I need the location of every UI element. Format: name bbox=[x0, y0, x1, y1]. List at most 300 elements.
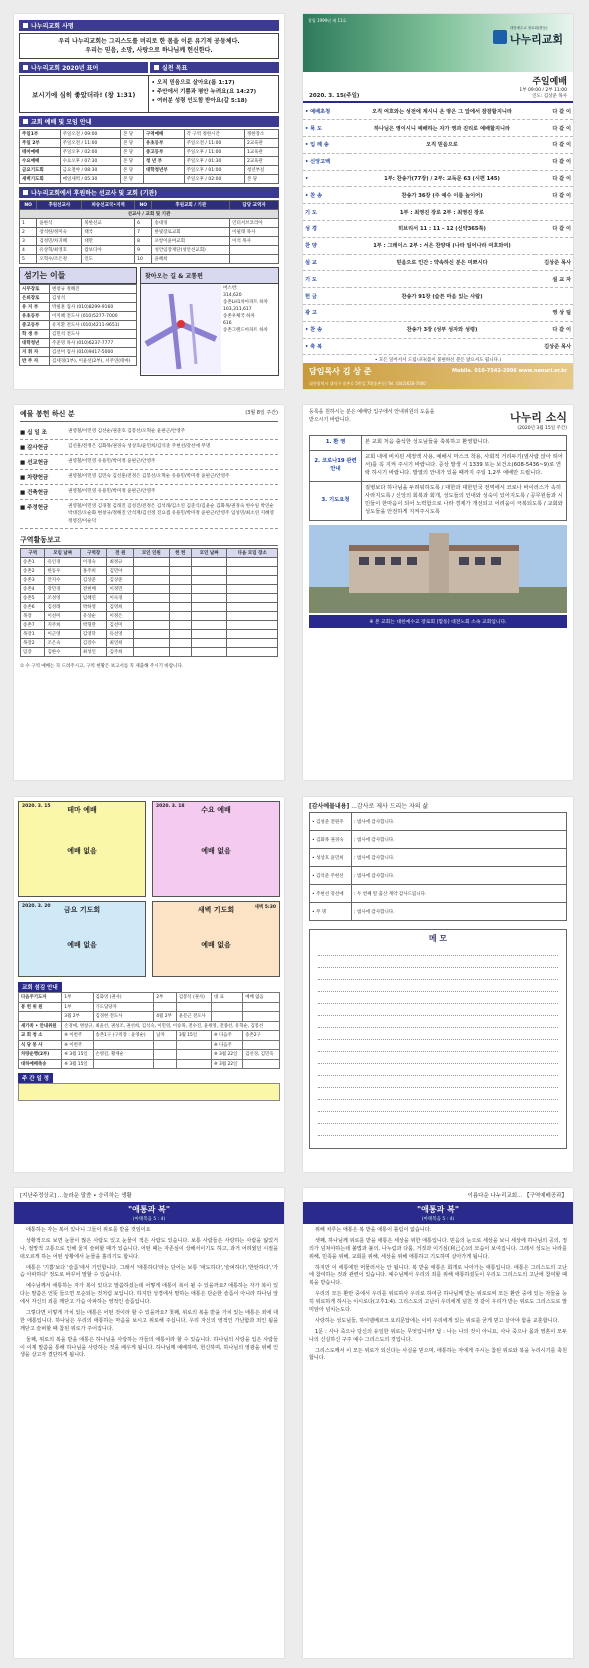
worship-cell bbox=[143, 175, 184, 184]
memo-line[interactable] bbox=[318, 968, 558, 980]
order-row bbox=[303, 137, 573, 154]
cell-value bbox=[227, 594, 278, 603]
ministry-value: 1부 bbox=[62, 1002, 93, 1012]
order-row bbox=[303, 187, 573, 204]
cell-value: 유선영 bbox=[107, 630, 134, 639]
cell-value: 박하영 bbox=[80, 603, 107, 612]
service-date: 2020. 3. 15(주일) bbox=[309, 93, 360, 99]
memo-title: 메 모 bbox=[428, 934, 448, 943]
bus-info bbox=[221, 284, 278, 375]
memo-line[interactable] bbox=[318, 1112, 558, 1124]
missions-col-header: 후원선교사 bbox=[37, 201, 82, 210]
page-2 bbox=[303, 14, 573, 389]
order-row bbox=[303, 204, 573, 221]
fri-prayer-box bbox=[18, 901, 146, 977]
worship-header: 교회 예배 및 모임 안내 bbox=[19, 116, 279, 127]
order-row bbox=[303, 221, 573, 238]
order-label: • bbox=[303, 170, 349, 187]
cell-value: 김선미 bbox=[107, 621, 134, 630]
missions-col-header: 파송선교국•지역 bbox=[82, 201, 135, 210]
order-person: 다 같 이 bbox=[535, 187, 573, 204]
offering-row bbox=[20, 425, 278, 440]
news-content: 질병보다 하나님을 두려워하도록 / 대한과 대한민국 전역에서 코로나 바이러스가 속히 사라지도록 / 신앙의 회복과 회개, 성도들의 인내와 성숙이 있어지도록 / 공무원들과 시민들이 한마음이 되어 노력함으로 나라 경제가 개선되고 어려움이 극복되도록 / 교회와 성도들을 안전하게 지켜주시도록 bbox=[362, 481, 567, 520]
cell-value: 이정민 bbox=[107, 585, 134, 594]
worship-row bbox=[20, 166, 279, 175]
service-title: 주일예배 bbox=[532, 77, 567, 87]
cell-value bbox=[169, 639, 192, 648]
cell-value: 김강수 bbox=[80, 639, 107, 648]
order-row bbox=[303, 170, 573, 187]
cell-value: 이정은 bbox=[107, 612, 134, 621]
page-5 bbox=[14, 797, 284, 1172]
memo-line[interactable] bbox=[318, 980, 558, 992]
memo-line[interactable] bbox=[318, 1028, 558, 1040]
cell-value: 김한수 bbox=[45, 648, 80, 657]
thanks-row bbox=[310, 849, 567, 867]
worship-cell: 본 당 bbox=[120, 157, 143, 166]
cell-value bbox=[227, 648, 278, 657]
memo-line[interactable] bbox=[318, 1016, 558, 1028]
thanks-name: • 성상호 윤민희 bbox=[310, 849, 352, 867]
order-person: 다 같 이 bbox=[535, 170, 573, 187]
ministry-value: 3월 15일 bbox=[176, 1031, 211, 1041]
missions-table bbox=[19, 200, 279, 264]
worship-cell: 주일1부 bbox=[20, 130, 61, 139]
pastor-name: 담임목사 김 상 준 bbox=[309, 367, 372, 376]
news-item bbox=[310, 481, 567, 520]
memo-line[interactable] bbox=[318, 1088, 558, 1100]
ministry-value: 송촌1구 (구역장 : 윤영순) bbox=[93, 1031, 154, 1041]
missions-row bbox=[20, 228, 279, 237]
ministry-value: 기도담당자 bbox=[93, 1002, 154, 1012]
order-content bbox=[349, 153, 535, 170]
missions-cell: 오혁수/조은정 bbox=[37, 255, 82, 264]
order-person: 다 같 이 bbox=[535, 153, 573, 170]
dawn-title: 새벽 기도회 bbox=[197, 906, 235, 914]
ministry-row bbox=[19, 1031, 280, 1041]
memo-line[interactable] bbox=[318, 1004, 558, 1016]
ministry-value: 예배 없음 bbox=[243, 993, 280, 1003]
cell-value bbox=[134, 612, 169, 621]
worship-order bbox=[303, 103, 573, 355]
cell-col-header: 모인 인원 bbox=[134, 549, 169, 558]
footer-banner bbox=[303, 363, 573, 389]
news-item bbox=[310, 436, 567, 451]
missions-col-header: 후원교회 / 기관 bbox=[152, 201, 230, 210]
worship-cell: 주일오후 / 11:00 bbox=[184, 148, 244, 157]
order-person bbox=[535, 204, 573, 221]
missions-row bbox=[20, 255, 279, 264]
order-label: • 찬 송 bbox=[303, 321, 349, 338]
memo-line[interactable] bbox=[318, 1052, 558, 1064]
page-7 bbox=[14, 1188, 284, 1658]
cell-value bbox=[134, 567, 169, 576]
worship-cell: 대학청년부 bbox=[143, 166, 184, 175]
cell-col-header: 다음 모임 장소 bbox=[227, 549, 278, 558]
staff-person: 유지환 전도사 (010)4211-9651) bbox=[50, 321, 137, 330]
staff-person: 변창규 정해진 bbox=[50, 285, 137, 294]
cell-value bbox=[227, 585, 278, 594]
thanks-name: • 김화목 권경숙 bbox=[310, 831, 352, 849]
offering-type: ■ 선교헌금 bbox=[20, 460, 49, 466]
body-paragraph: 사랑하는 성도님들, 하이델베르크 요리문답에는 이미 우리에게 있는 위로를 굳게 믿고 살아야 함을 교훈합니다. bbox=[315, 1317, 560, 1324]
theme-content: 예배 없음 bbox=[67, 847, 97, 855]
body-paragraph: 1문 : 사나 죽으나 당신의 유일한 위로는 무엇입니까? 답 : 나는 나의 것이 아니요, 사나 죽으나 몸과 영혼이 모두 나의 신실하신 구주 예수 그리스도의 것입니다. bbox=[309, 1328, 567, 1343]
ministry-value bbox=[93, 1040, 154, 1050]
ministry-value bbox=[154, 1040, 177, 1050]
ministry-value: ※ 다음주 bbox=[211, 1031, 242, 1041]
thanks-text: : 두 번째 딸 출산 계약 감사드립니다. bbox=[352, 885, 567, 903]
goal-item: • 오직 믿음으로 살아요(롬 1:17) bbox=[151, 80, 235, 86]
body-paragraph: 그렇다면 이렇게 가치 있는 애통은 어떤 것이라 할 수 있을까요? 첫째, 위로의 복을 받을 가치 있는 애통은 죄에 대한 애통입니다. 하나님은 우리의 애통하는 마음을 보시고 위로해 주십니다. 우리 자신의 영적인 가난함과 죄인 됨을 깨닫고 슬퍼할 때 참된 위로가 주어집니다. bbox=[20, 1310, 278, 1332]
order-content bbox=[349, 305, 535, 322]
page-8 bbox=[303, 1188, 573, 1658]
order-person bbox=[535, 237, 573, 254]
cell-row bbox=[21, 558, 278, 567]
cell-report-title: 구역활동보고 bbox=[20, 535, 278, 546]
study-title: "애통과 복" bbox=[303, 1202, 573, 1216]
cell-value: 이선미 bbox=[45, 612, 80, 621]
page-1 bbox=[14, 14, 284, 389]
thanks-text: : 범사에 감사합니다. bbox=[352, 831, 567, 849]
dawn-prayer-box bbox=[152, 901, 280, 977]
ministry-row bbox=[19, 993, 280, 1003]
cell-value: 목장2 bbox=[21, 639, 45, 648]
cell-value bbox=[192, 630, 227, 639]
worship-cell: 주일오후 / 01:00 bbox=[184, 166, 244, 175]
missions-row bbox=[20, 219, 279, 228]
missions-cell: 3 bbox=[20, 237, 37, 246]
news-label: 3. 기도요청 bbox=[310, 481, 362, 520]
order-content: 믿음으로 인간 : 약속하신 분은 미쁘시다 bbox=[349, 254, 535, 271]
thanks-name: • 주현선 강선애 bbox=[310, 885, 352, 903]
ministry-label: 봉 헌 위 원 bbox=[19, 1002, 62, 1012]
order-content: 1부 : 그레이스 2부 : 서은 찬양대 (나라 일어나라 여호와여) bbox=[349, 237, 535, 254]
cell-value: 조은숙 bbox=[45, 639, 80, 648]
sermon-scripture: (마태복음 5 : 4) bbox=[14, 1216, 284, 1224]
ministry-label: 대하예배축송 bbox=[19, 1059, 62, 1069]
cell-col-header: 헌 헌 bbox=[169, 549, 192, 558]
page-3 bbox=[14, 405, 284, 780]
missions-subheader: 선교사 / 교회 및 기관 bbox=[20, 210, 279, 219]
offering-type: ■ 차량헌금 bbox=[20, 475, 49, 481]
cell-col-header: 구역장 bbox=[80, 549, 107, 558]
body-paragraph: 애통은 '기쁨'보다 '슬픔'에서 기인합니다. 그래서 '애통하다'라는 단어는 보통 '애도하다','슬퍼하다','한탄하다','가슴 아파하다' 정도로 바꾸어 말할 수 있습니다. bbox=[20, 1264, 278, 1279]
cell-value bbox=[134, 576, 169, 585]
cell-value bbox=[192, 594, 227, 603]
order-person: 김상준 목사 bbox=[535, 338, 573, 355]
cell-row bbox=[21, 639, 278, 648]
worship-cell: 주일오후 / 01:30 bbox=[184, 157, 244, 166]
body-paragraph: 위해 치루는 애통은 복 받을 애통이 틀림이 없습니다. bbox=[315, 1227, 432, 1233]
worship-cell: 중고등부 bbox=[143, 148, 184, 157]
page-6 bbox=[303, 797, 573, 1172]
ministry-value: 대 표 bbox=[211, 993, 242, 1003]
header-banner bbox=[303, 14, 573, 72]
cell-row bbox=[21, 648, 278, 657]
ministry-value bbox=[154, 1002, 177, 1012]
dawn-content: 예배 없음 bbox=[201, 941, 231, 949]
cell-value: 강민경 bbox=[45, 585, 80, 594]
missions-cell: 8 bbox=[135, 237, 152, 246]
order-row bbox=[303, 120, 573, 137]
sermon-body bbox=[14, 1224, 284, 1366]
cell-row bbox=[21, 576, 278, 585]
cell-value: 전현배 bbox=[80, 585, 107, 594]
cell-value bbox=[227, 558, 278, 567]
staff-role: 시무장로 bbox=[20, 285, 50, 294]
memo-line[interactable] bbox=[318, 992, 558, 1004]
map-image bbox=[141, 284, 221, 374]
cell-value: 이근영 bbox=[45, 630, 80, 639]
fri-content: 예배 없음 bbox=[67, 941, 97, 949]
order-label: 헌 금 bbox=[303, 288, 349, 305]
fri-date: 2020. 3. 20 bbox=[22, 904, 51, 909]
order-label: 광 고 bbox=[303, 305, 349, 322]
cell-value: 송촌4 bbox=[21, 585, 45, 594]
body-paragraph: 예수님께서 애통하는 자가 복이 있다고 말씀하셨는데 어떻게 애통이 복이 될 수 있을까요? 애통하는 자가 복이 있다는 말씀은 언뜻 들으면 모순되는 것처럼 보입니다. 하지만 성경에서 말하는 애통은 단순한 슬픔이 아니라 하나님 앞에서 자신의 죄를 깨닫고 가슴 아파하는 영적인 슬픔입니다. bbox=[20, 1283, 278, 1306]
cell-value bbox=[227, 576, 278, 585]
missions-cell: 6 bbox=[135, 219, 152, 228]
wed-title: 수요 예배 bbox=[201, 806, 231, 814]
missions-cell: 이석 목사 bbox=[230, 237, 279, 246]
cell-row bbox=[21, 612, 278, 621]
missions-cell: 윤혜희 bbox=[152, 255, 230, 264]
order-label: • 예배초청 bbox=[303, 103, 349, 120]
staff-role: 지 휘 자 bbox=[20, 348, 50, 357]
order-label: • 묵 도 bbox=[303, 120, 349, 137]
cell-value bbox=[169, 648, 192, 657]
worship-cell: 청 년 부 bbox=[143, 157, 184, 166]
ministry-value: 3월 2부 bbox=[62, 1012, 93, 1022]
sermon-title: "애통과 복" bbox=[14, 1202, 284, 1216]
staff-row bbox=[20, 357, 137, 366]
ministry-title: 교회 섬김 안내 bbox=[18, 982, 62, 992]
staff-role: 학 생 부 bbox=[20, 330, 50, 339]
news-table bbox=[309, 435, 567, 521]
offering-row bbox=[20, 440, 278, 455]
cell-value bbox=[169, 585, 192, 594]
thanks-text: : 범사에 감사합니다. bbox=[352, 849, 567, 867]
order-content bbox=[349, 271, 535, 288]
memo-line[interactable] bbox=[318, 1076, 558, 1088]
order-row bbox=[303, 254, 573, 271]
bus-line: 314,620 bbox=[223, 292, 242, 298]
cell-row bbox=[21, 567, 278, 576]
order-label: • 신앙고백 bbox=[303, 153, 349, 170]
order-label: • 찬 송 bbox=[303, 187, 349, 204]
cell-value: 김성래 bbox=[45, 603, 80, 612]
staff-role: 은퇴장로 bbox=[20, 294, 50, 303]
order-content: 찬송가 3장 (성부 성자와 성령) bbox=[349, 321, 535, 338]
offering-type: ■ 건축헌금 bbox=[20, 490, 49, 496]
order-content: 1부: 찬송가(77장) / 2부: 교독문 63 (시편 145) bbox=[349, 170, 535, 187]
order-content: 찬송가 36장 (주 예수 이름 높이어) bbox=[349, 187, 535, 204]
body-paragraph: 애통하는 자는 복이 있나니 그들이 위로를 받을 것임이요 bbox=[26, 1227, 151, 1233]
weekly-schedule-title: 주 간 일 정 bbox=[18, 1073, 53, 1083]
order-person: 다 같 이 bbox=[535, 321, 573, 338]
mission-line: 우리 나누리교회는 그리스도를 머리로 한 몸을 이룬 유기적 공동체다. bbox=[58, 38, 240, 45]
staff-person: 김세경(1부), 이윤선(2부), 서주연(테마) bbox=[50, 357, 137, 366]
offering-type: ■ 감사헌금 bbox=[20, 445, 49, 451]
cell-value bbox=[227, 567, 278, 576]
order-content: 오직 여호와는 성전에 계시니 온 땅은 그 앞에서 잠잠할지니라 bbox=[349, 103, 535, 120]
ministry-label: 새가족 • 안내위원 bbox=[19, 1021, 62, 1031]
cell-value: 송촌5 bbox=[21, 594, 45, 603]
memo-line[interactable] bbox=[318, 1124, 558, 1136]
order-person: 다 같 이 bbox=[535, 137, 573, 154]
order-person: 영 상 팀 bbox=[535, 305, 573, 322]
ministry-value: ※ 3월 22일 bbox=[211, 1050, 242, 1060]
worship-row bbox=[20, 157, 279, 166]
bus-line: 616 bbox=[223, 320, 232, 326]
memo-line[interactable] bbox=[318, 1040, 558, 1052]
staff-role: 중고등부 bbox=[20, 321, 50, 330]
cell-value bbox=[169, 594, 192, 603]
worship-cell: 구역예배 bbox=[143, 130, 184, 139]
cell-value: 김영학 bbox=[80, 630, 107, 639]
cell-col-header: 모인 날짜 bbox=[192, 549, 227, 558]
ministry-label: 차량운행(2부) bbox=[19, 1050, 62, 1060]
order-content: 하나님은 영이시니 예배하는 자가 영과 진리로 예배할지니라 bbox=[349, 120, 535, 137]
order-row bbox=[303, 338, 573, 355]
missions-cell: 캄보디아 bbox=[82, 246, 135, 255]
study-scripture: (마태복음 5 : 4) bbox=[303, 1216, 573, 1224]
ministry-label: 다음주기도자 bbox=[19, 993, 62, 1003]
ministry-value: 김경현 전도사 bbox=[93, 1012, 154, 1022]
memo-line[interactable] bbox=[318, 956, 558, 968]
order-content: 1부 : 최영진 장로 2부 : 최영진 장로 bbox=[349, 204, 535, 221]
cell-value bbox=[134, 558, 169, 567]
address: 대전광역시 대덕구 송촌로 5번길 70(송촌동) Tel. (042)628-7000 bbox=[309, 381, 426, 386]
worship-cell: 정한장소 bbox=[244, 130, 278, 139]
cell-value: 송촌6 bbox=[21, 603, 45, 612]
contact-info: Mobile. 010-7542-2006 www.nanuri.or.kr bbox=[451, 368, 567, 374]
staff-row bbox=[20, 303, 137, 312]
staff-row bbox=[20, 294, 137, 303]
cell-value bbox=[134, 648, 169, 657]
cell-value: 유인경 bbox=[45, 558, 80, 567]
worship-cell: 주일오후 / 02:00 bbox=[184, 175, 244, 184]
cell-col-header: 모임 날짜 bbox=[45, 549, 80, 558]
ministry-value: 윤문근 전도사 bbox=[176, 1012, 211, 1022]
thanks-row bbox=[310, 867, 567, 885]
ministry-value: 송촌2구 bbox=[243, 1031, 280, 1041]
missions-cell: 1 bbox=[20, 219, 37, 228]
thanks-name: • 김석준 주현선 bbox=[310, 867, 352, 885]
ministry-value: ※ 다음주 bbox=[211, 1040, 242, 1050]
cell-value: 김상준 bbox=[80, 576, 107, 585]
staff-role: 유초등부 bbox=[20, 312, 50, 321]
news-title: 나누리 소식 bbox=[510, 411, 567, 424]
offering-row bbox=[20, 455, 278, 470]
bus-line: 송촌그랜드아파트 하차 bbox=[223, 327, 268, 333]
worship-cell: 본 당 bbox=[120, 175, 143, 184]
missions-row bbox=[20, 237, 279, 246]
study-body bbox=[303, 1224, 573, 1369]
worship-cell: 새벽기도회 bbox=[20, 175, 61, 184]
ministry-row bbox=[19, 1050, 280, 1060]
cell-row bbox=[21, 621, 278, 630]
cell-value: 유상순 bbox=[80, 612, 107, 621]
missions-col-header: NO bbox=[20, 201, 37, 210]
body-paragraph: 셋째, 하나님께 위로를 받을 애통은 세상을 위한 애통입니다. 믿음의 눈으로 세상을 보니 세상에 하나님의 공의, 정의가 넘쳐야하는데 불법과 불의, 나누림과 다툼, 거짓과 이기심(利己心)의 모습이 보여집니다. 그래서 성도는 나라를 위해, 민족을 위해, 교회를 위해, 세상을 위해 애통하고 기도하며 살아가게 됩니다. bbox=[309, 1237, 567, 1260]
cell-row bbox=[21, 630, 278, 639]
news-content: 본 교회 처음 출석한 성도님들을 축복하고 환영합니다. bbox=[362, 436, 567, 451]
offering-names: 권영철/이민영 유용민/박미정 윤판근/안영주 bbox=[68, 489, 156, 494]
news-label: 1. 환 영 bbox=[310, 436, 362, 451]
staff-row bbox=[20, 339, 137, 348]
order-person: 다 같 이 bbox=[535, 120, 573, 137]
body-paragraph: 하지만 이 애통에만 머물러서는 안 됩니다. 복 받을 애통은 회개로 나아가는 애통입니다. 애통은 그리스도의 고난에 참여하는 것과 관련이 있습니다. 예수님께서 우리의 죄를 위해 애통하셨듯이 우리도 그리스도의 고난에 참여할 때 복을 받습니다. bbox=[309, 1264, 567, 1287]
missions-cell bbox=[230, 246, 279, 255]
wed-service-box bbox=[152, 801, 280, 897]
missions-col-header: NO bbox=[135, 201, 152, 210]
missions-cell: 태국 bbox=[82, 228, 135, 237]
missions-cell bbox=[230, 255, 279, 264]
worship-row bbox=[20, 130, 279, 139]
thanks-text: : 범사에 감사합니다. bbox=[352, 813, 567, 831]
worship-cell: 각 구역 정한시간 bbox=[184, 130, 244, 139]
thanks-row bbox=[310, 813, 567, 831]
ministry-value bbox=[154, 1050, 177, 1060]
cell-value bbox=[227, 639, 278, 648]
worship-cell: 테마예배 bbox=[20, 148, 61, 157]
thanks-name: • 무 명 bbox=[310, 903, 352, 921]
cell-value bbox=[134, 630, 169, 639]
offering-names: 권영철/이민영 김경철 김래진 김성진/전정은 김석래/김소연 김준식/김윤순 김화목/권경숙 한수일 박연순 박대진/오순화 변창규/정해진 안석재/김선정 진요셉 유용민/박미정 윤판근/안영주 임성민/최소연 지혜영 정영진/이순덕 bbox=[68, 504, 274, 524]
order-person: 다 같 이 bbox=[535, 221, 573, 238]
missions-cell: 북한선교 bbox=[82, 219, 135, 228]
mission-box bbox=[19, 33, 279, 59]
cell-row bbox=[21, 603, 278, 612]
cell-value bbox=[192, 576, 227, 585]
worship-row bbox=[20, 139, 279, 148]
stand-note: • 모든 일어서서 드립니다(몸이 불편하신 분은 앉으셔도 됩니다.) bbox=[374, 358, 502, 364]
offering-row bbox=[20, 500, 278, 529]
cell-value: 홍주희 bbox=[80, 567, 107, 576]
cell-value: 목장1 bbox=[21, 630, 45, 639]
thanks-title: [감사예물내용] bbox=[309, 803, 350, 810]
service-times: 1부 09:00 / 2부 11:00 bbox=[519, 88, 567, 93]
cell-value: 지주희 bbox=[45, 621, 80, 630]
bus-line: 송촌LH1차아파트 하차 bbox=[223, 299, 268, 305]
missions-cell: 10 bbox=[135, 255, 152, 264]
memo-line[interactable] bbox=[318, 1064, 558, 1076]
staff-role: 반 주 자 bbox=[20, 357, 50, 366]
order-row bbox=[303, 153, 573, 170]
ministry-value bbox=[176, 1050, 211, 1060]
cell-value: 최정규 bbox=[107, 558, 134, 567]
ministry-value: 4월 2부 bbox=[154, 1012, 177, 1022]
memo-line[interactable] bbox=[318, 1100, 558, 1112]
missions-cell: 성안임장재단(성안선교회) bbox=[152, 246, 230, 255]
goals-header: 실천 목표 bbox=[150, 62, 279, 73]
cell-value: 최연희 bbox=[107, 639, 134, 648]
memo-box bbox=[309, 929, 567, 1149]
missions-cell: 2 bbox=[20, 228, 37, 237]
cell-col-header: 구역 bbox=[21, 549, 45, 558]
weekly-schedule-box bbox=[18, 1083, 280, 1101]
memo-line[interactable] bbox=[318, 944, 558, 956]
staff-person: 김선미 집사 (010)9417-5000 bbox=[50, 348, 137, 357]
ministry-value: 김봉석 (권사) bbox=[176, 993, 211, 1003]
order-row bbox=[303, 103, 573, 120]
order-label: 기 도 bbox=[303, 204, 349, 221]
missions-cell: 인터서브코리아 bbox=[230, 219, 279, 228]
thanks-name: • 김성준 전원주 bbox=[310, 813, 352, 831]
ministry-value bbox=[243, 1040, 280, 1050]
